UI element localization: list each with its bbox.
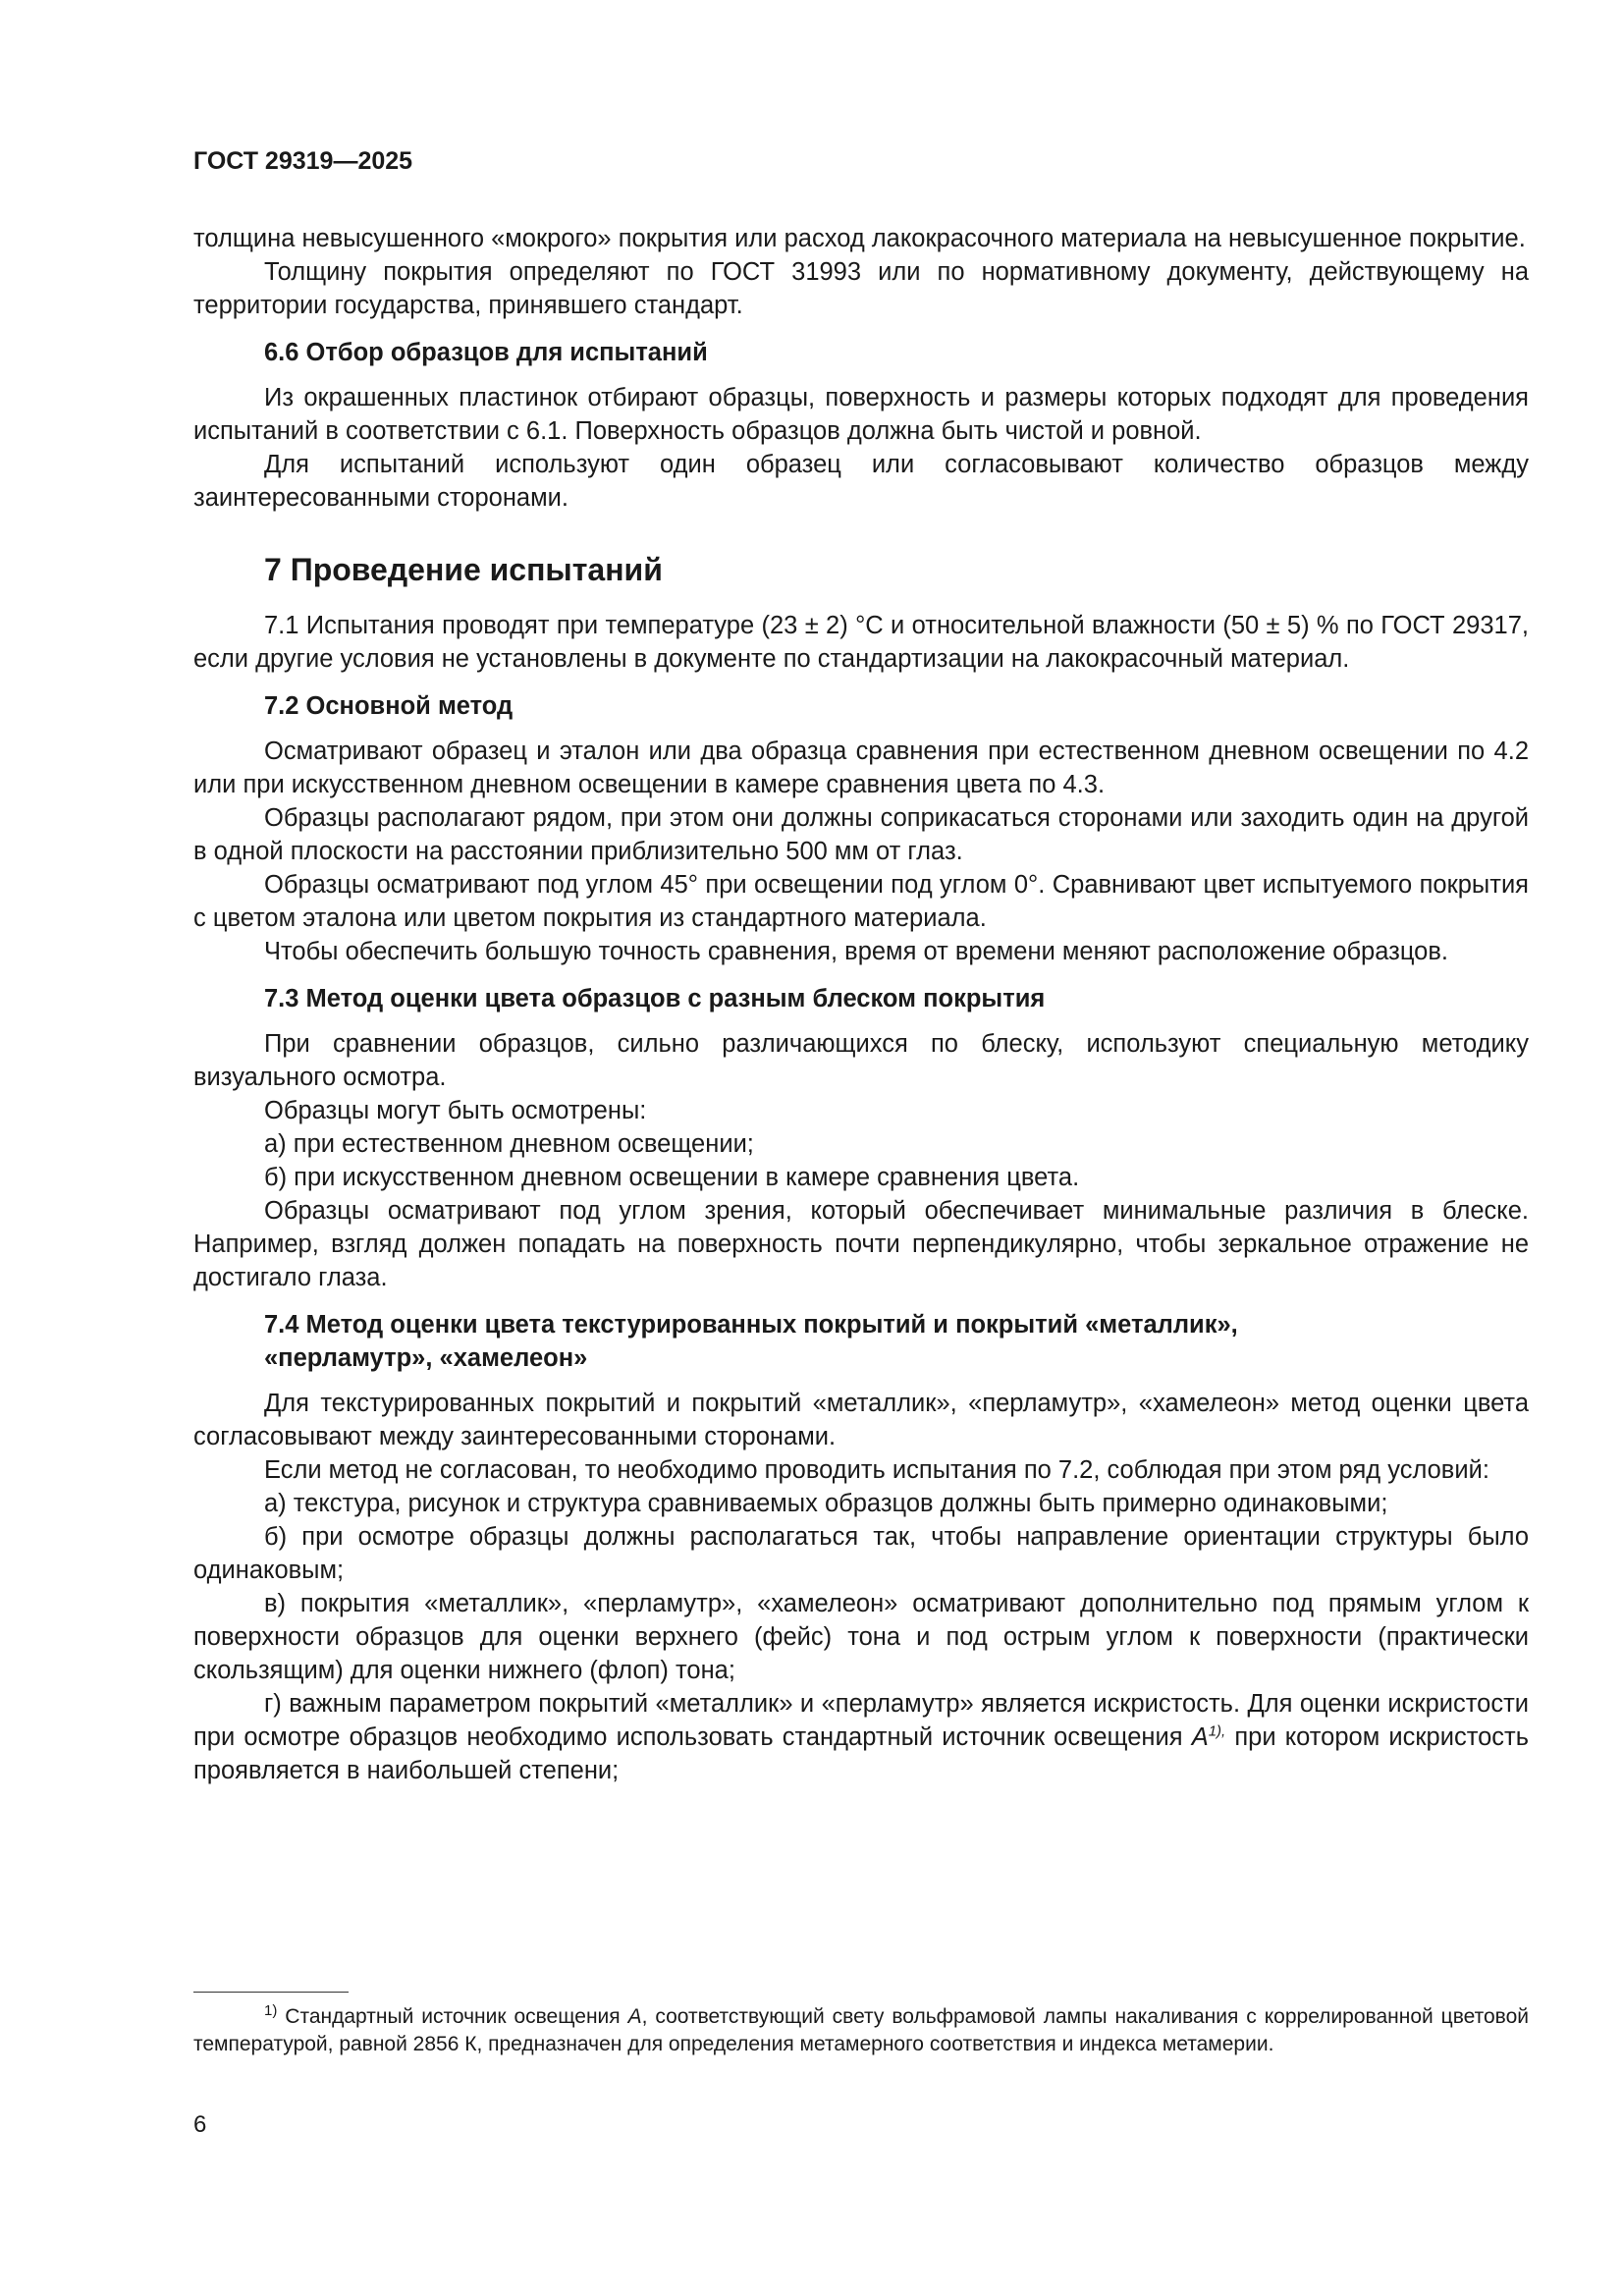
section-7-2-heading: 7.2 Основной метод [264,692,514,720]
footnote-text: , соответствующий свету вольфрамовой лампы накаливания с коррелированной цветовой температурой, равной 2856 К, предназначен для определения метамерного соответствия и индекса метамерии. [193,2005,1529,2055]
paragraph: Толщину покрытия определяют по ГОСТ 31993 или по нормативному документу, действующему на территории государства, принявшего стандарт. [193,258,1529,319]
list-item: а) при естественном дневном освещении; [264,1130,754,1158]
section-6-6-heading: 6.6 Отбор образцов для испытаний [264,339,708,366]
paragraph: При сравнении образцов, сильно различающихся по блеску, используют специальную методику визуального осмотра. [193,1030,1529,1091]
document-header: ГОСТ 29319—2025 [193,147,413,175]
paragraph: Если метод не согласован, то необходимо проводить испытания по 7.2, соблюдая при этом ряд условий: [264,1456,1489,1484]
paragraph: Чтобы обеспечить большую точность сравнения, время от времени меняют расположение образцов. [264,938,1448,965]
footnote-divider [193,1992,349,1993]
section-7-3-heading: 7.3 Метод оценки цвета образцов с разным блеском покрытия [264,985,1046,1012]
section-7-heading: 7 Проведение испытаний [264,552,663,587]
footnote-marker: 1) [264,2002,278,2019]
list-item: б) при осмотре образцы должны располагаться так, чтобы направление ориентации структуры было одинаковым; [193,1523,1529,1584]
paragraph: Образцы осматривают под углом зрения, который обеспечивает минимальные различия в блеске. Например, взгляд должен попадать на поверхность почти перпендикулярно, чтобы зеркальное отражение не достигало глаза. [193,1197,1529,1291]
paragraph: Образцы располагают рядом, при этом они должны соприкасаться сторонами или заходить один на другой в одной плоскости на расстоянии приблизительно 500 мм от глаз. [193,804,1529,865]
paragraph: толщина невысушенного «мокрого» покрытия или расход лакокрасочного материала на невысушенное покрытие. [193,225,1526,252]
list-item-text: при котором искристость проявляется в наибольшей степени; [193,1723,1529,1784]
footnote [193,2003,1529,2058]
list-item-text: г) важным параметром покрытий «металлик» и «перламутр» является искристость. Для оценки искристости при осмотре образцов необходимо использовать стандартный источник освещения [193,1690,1529,1751]
illuminant-a: А [627,2005,642,2028]
paragraph: Образцы осматривают под углом 45° при освещении под углом 0°. Сравнивают цвет испытуемого покрытия с цветом эталона или цветом покрытия из стандартного материала. [193,871,1529,932]
list-item: б) при искусственном дневном освещении в камере сравнения цвета. [264,1164,1080,1191]
section-7-4-heading [193,1308,1529,1375]
section-7-4-heading-line1: 7.4 Метод оценки цвета текстурированных покрытий и покрытий «металлик», [264,1311,1238,1339]
document-body [193,222,1529,1787]
section-7-4-heading-line2: «перламутр», «хамелеон» [264,1344,588,1372]
footnote-text: Стандартный источник освещения [277,2005,628,2028]
paragraph: Образцы могут быть осмотрены: [264,1097,647,1124]
paragraph: Осматривают образец и эталон или два образца сравнения при естественном дневном освещении по 4.2 или при искусственном дневном освещении в камере сравнения цвета по 4.3. [193,738,1529,798]
illuminant-a: А [1191,1723,1209,1751]
paragraph: Для испытаний используют один образец или согласовывают количество образцов между заинтересованными сторонами. [193,451,1529,512]
paragraph: Для текстурированных покрытий и покрытий «металлик», «перламутр», «хамелеон» метод оценки цвета согласовывают между заинтересованными сторонами. [193,1390,1529,1450]
page-number: 6 [193,2111,207,2138]
footnote-ref[interactable]: 1), [1208,1722,1226,1740]
paragraph: 7.1 Испытания проводят при температуре (23 ± 2) °С и относительной влажности (50 ± 5) % по ГОСТ 29317, если другие условия не установлены в документе по стандартизации на лакокрасочный материал. [193,612,1529,673]
list-item: в) покрытия «металлик», «перламутр», «хамелеон» осматривают дополнительно под прямым углом к поверхности образцов для оценки верхнего (фейс) тона и под острым углом к поверхности (практически скользящим) для оценки нижнего (флоп) тона; [193,1590,1529,1684]
list-item [193,1687,1529,1787]
list-item: а) текстура, рисунок и структура сравниваемых образцов должны быть примерно одинаковыми; [264,1490,1388,1517]
paragraph: Из окрашенных пластинок отбирают образцы, поверхность и размеры которых подходят для проведения испытаний в соответствии с 6.1. Поверхность образцов должна быть чистой и ровной. [193,384,1529,445]
